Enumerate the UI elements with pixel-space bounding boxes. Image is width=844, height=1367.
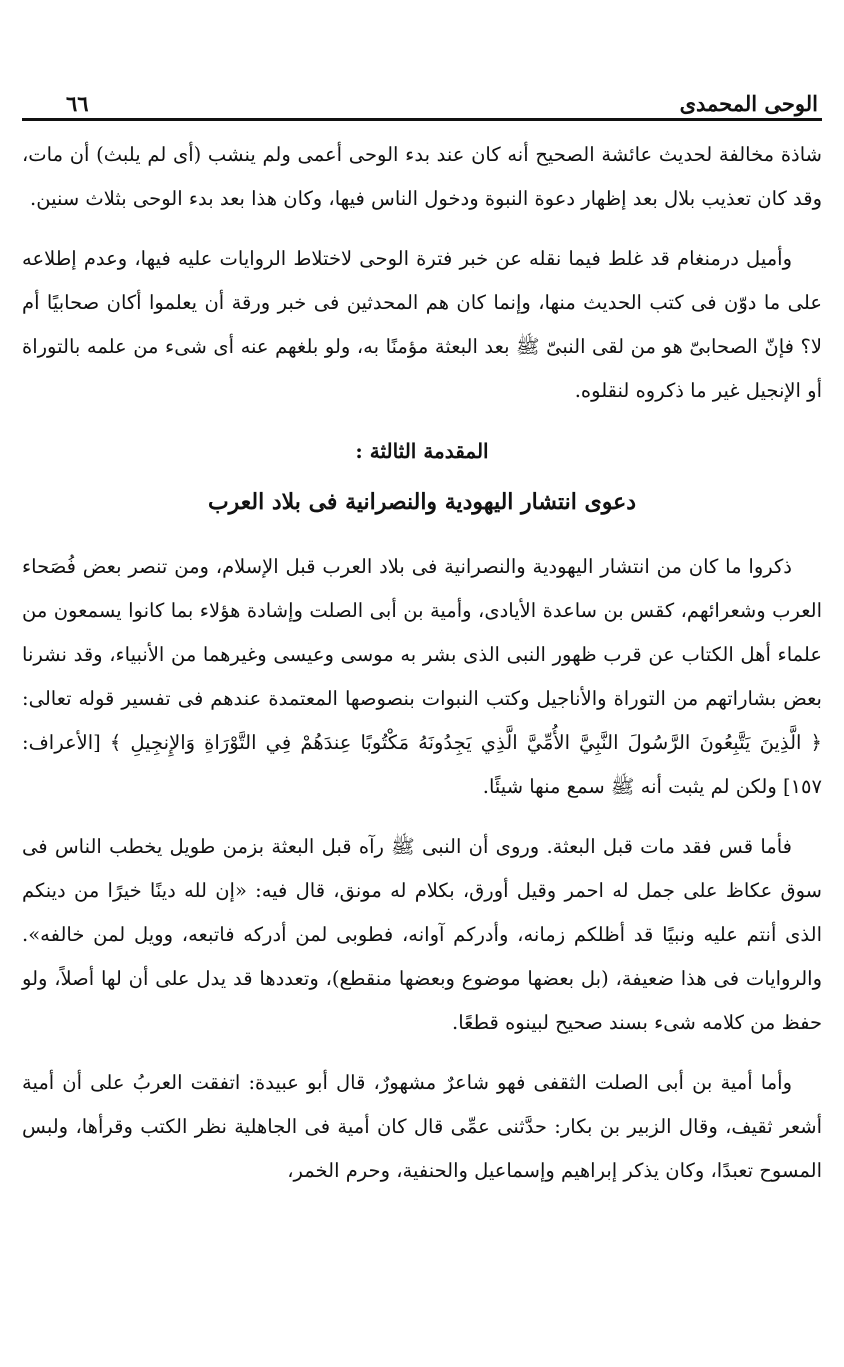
book-page <box>22 78 822 1358</box>
section-label: المقدمة الثالثة : <box>355 439 489 463</box>
paragraph: ذكروا ما كان من انتشار اليهودية والنصرانية فى بلاد العرب قبل الإسلام، ومن تنصر بعض فُصَحاء العرب وشعرائهم، كقس بن ساعدة الأيادى، وأمية بن أبى الصلت وإشادة هؤلاء بما كانوا يسمعون من علماء أهل الكتاب عن قرب ظهور النبى الذى بشر به موسى وعيسى وغيرهما من الأنبياء، وقد نشرنا بعض بشاراتهم من التوراة والأناجيل وكتب النبوات بنصوصها المعتمدة عندهم فى تفسير قوله تعالى: ﴿ الَّذِينَ يَتَّبِعُونَ الرَّسُولَ النَّبِيَّ الأُمِّيَّ الَّذِي يَجِدُونَهُ مَكْتُوبًا عِندَهُمْ فِي التَّوْرَاةِ وَالإِنجِيلِ ﴾ [الأعراف: ١٥٧] ولكن لم يثبت أنه ﷺ سمع منها شيئًا. <box>22 555 822 798</box>
paragraph: فأما قس فقد مات قبل البعثة. وروى أن النبى ﷺ رآه قبل البعثة بزمن طويل يخطب الناس فى سوق عكاظ على جمل له احمر وقيل أورق، بكلام له مونق، قال فيه: «إن لله دينًا خيرًا من دينكم الذى أنتم عليه ونبيًا قد أظلكم زمانه، وأدركم آوانه، فطوبى لمن أدركه فاتبعه، وويل لمن خالفه». والروايات فى هذا ضعيفة، (بل بعضها موضوع وبعضها منقطع)، وتعددها قد يدل على أن لها أصلاً، ولو حفظ من كلامه شىء بسند صحيح لبينوه قطعًا. <box>22 835 822 1034</box>
running-header <box>22 78 822 121</box>
page-number: ٦٦ <box>66 91 89 116</box>
running-title: الوحى المحمدى <box>679 91 818 116</box>
paragraph: وأميل درمنغام قد غلط فيما نقله عن خبر فترة الوحى لاختلاط الروايات عليه فيها، وعدم إطلاعه على ما دوّن فى كتب الحديث منها، وإنما كان هم المحدثين فى خبر ورقة أن يعلموا أكان صحابيًا أم لا؟ فإنّ الصحابىّ هو من لقى النبىّ ﷺ بعد البعثة مؤمنًا به، ولو بلغهم عنه أى شىء من علمه بالتوراة أو الإنجيل غير ما ذكروه لنقلوه. <box>22 247 822 402</box>
paragraph: شاذة مخالفة لحديث عائشة الصحيح أنه كان عند بدء الوحى أعمى ولم ينشب (أى لم يلبث) أن مات، وقد كان تعذيب بلال بعد إظهار دعوة النبوة ودخول الناس فيها، وكان هذا بعد بدء الوحى بثلاث سنين. <box>22 143 822 210</box>
section-title: دعوى انتشار اليهودية والنصرانية فى بلاد العرب <box>207 489 637 515</box>
paragraph: وأما أمية بن أبى الصلت الثقفى فهو شاعرٌ مشهورٌ، قال أبو عبيدة: اتفقت العربُ على أن أمية أشعر ثقيف، وقال الزبير بن بكار: حدَّثنى عمِّى قال كان أمية فى الجاهلية نظر الكتب وقرأها، ولبس المسوح تعبدًا، وكان يذكر إبراهيم وإسماعيل والحنفية، وحرم الخمر، <box>22 1071 822 1182</box>
page-content <box>22 133 822 1193</box>
